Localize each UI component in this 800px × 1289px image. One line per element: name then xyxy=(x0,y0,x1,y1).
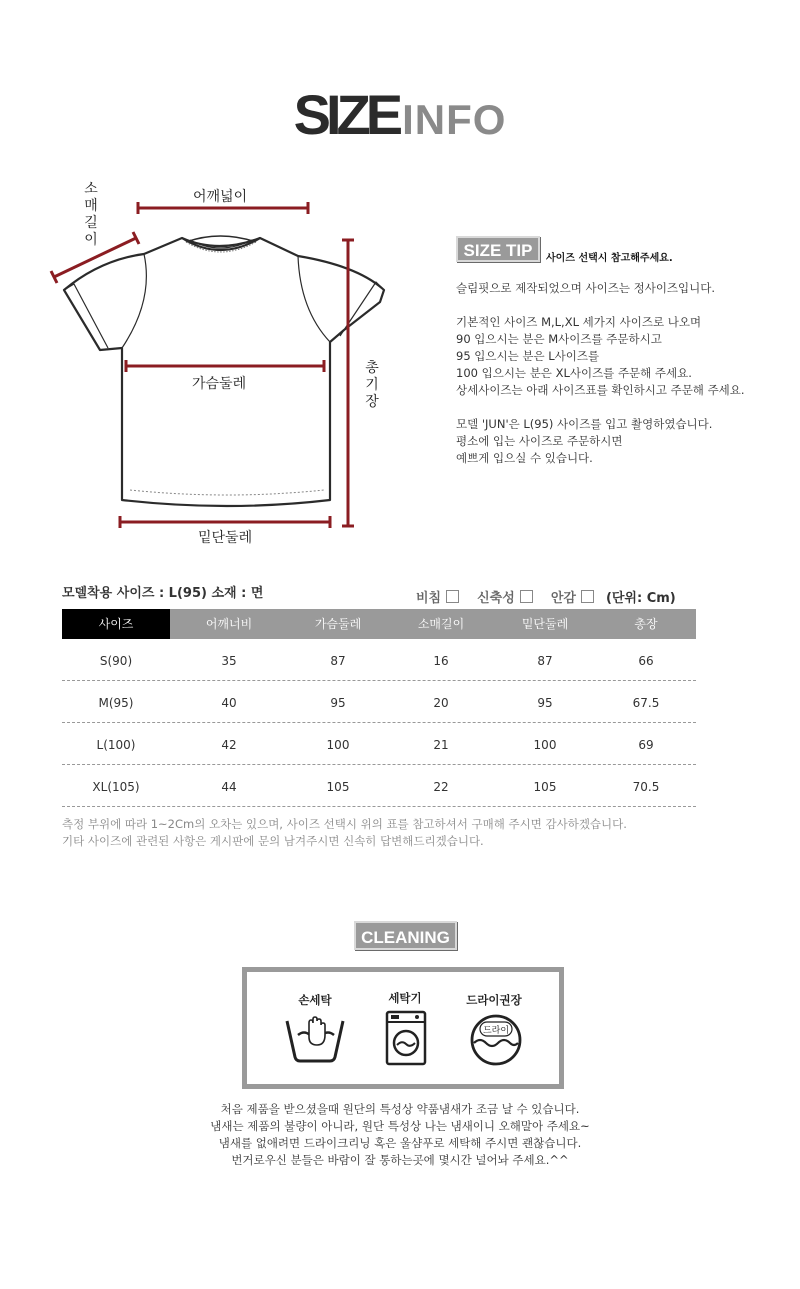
cell-hem: 87 xyxy=(537,654,553,668)
stretch-checkbox xyxy=(520,590,533,603)
tip-line: 예쁘게 입으실 수 있습니다. xyxy=(456,451,593,465)
cleaning-line: 냄새를 없애려면 드라이크리닝 혹은 울샴푸로 세탁해 주시면 괜찮습니다. xyxy=(218,1136,582,1150)
tip-line: 90 입으시는 분은 M사이즈를 주문하시고 xyxy=(456,332,662,346)
stretch-label: 신축성 xyxy=(477,591,515,606)
hand-wash-label: 손세탁 xyxy=(298,993,332,1007)
total-length-label xyxy=(364,360,380,411)
table-row xyxy=(62,724,696,765)
tip-line: 슬림핏으로 제작되었으며 사이즈는 정사이즈입니다. xyxy=(456,281,716,295)
cell-shoulder: 44 xyxy=(221,780,237,794)
length-label-char: 장 xyxy=(365,394,379,410)
size-tip-note: 사이즈 선택시 참고해주세요. xyxy=(546,253,673,264)
header-length: 총장 xyxy=(634,617,658,631)
header-size: 사이즈 xyxy=(62,609,170,639)
hem-label: 밑단둘레 xyxy=(198,530,253,546)
cell-chest: 100 xyxy=(326,738,350,752)
cell-chest: 105 xyxy=(326,780,350,794)
washing-machine-icon xyxy=(385,1010,427,1066)
cell-hem: 100 xyxy=(533,738,557,752)
cell-length: 66 xyxy=(638,654,654,668)
tip-line: 평소에 입는 사이즈로 주문하시면 xyxy=(456,434,623,448)
size-tip-badge: SIZE TIP xyxy=(456,236,540,262)
sleeve-label-char: 이 xyxy=(84,232,98,248)
table-row xyxy=(62,640,696,681)
size-table xyxy=(62,609,696,807)
tip-line xyxy=(456,297,786,314)
see-through-label: 비침 xyxy=(416,591,442,606)
left-armhole xyxy=(122,254,146,348)
cell-size: L(100) xyxy=(96,738,136,752)
title-size: SIZE xyxy=(293,83,399,146)
table-row xyxy=(62,766,696,807)
size-tip-text xyxy=(456,280,786,467)
cell-sleeve: 20 xyxy=(433,696,449,710)
see-through-checkbox xyxy=(446,590,459,603)
cell-shoulder: 40 xyxy=(221,696,237,710)
right-armhole xyxy=(298,256,330,342)
cleaning-line: 처음 제품을 받으셨을때 원단의 특성상 약품냄새가 조금 날 수 있습니다. xyxy=(220,1102,580,1116)
sleeve-label-char: 매 xyxy=(84,198,98,214)
cell-hem: 95 xyxy=(537,696,553,710)
tip-line: 100 입으시는 분은 XL사이즈를 주문해 주세요. xyxy=(456,366,692,380)
table-row xyxy=(62,682,696,723)
header-shoulder: 어깨너비 xyxy=(205,617,253,631)
sleeve-label-char: 소 xyxy=(84,181,98,197)
cell-size: M(95) xyxy=(98,696,134,710)
cell-length: 67.5 xyxy=(632,696,660,710)
unit-label: (단위: Cm) xyxy=(605,591,676,606)
dry-clean-icon-text: 드라이 xyxy=(482,1026,510,1036)
note-line: 기타 사이즈에 관련된 사항은 게시판에 문의 남겨주시면 신속히 답변해드리겠습니다. xyxy=(62,834,484,848)
header-chest: 가슴둘레 xyxy=(314,617,362,631)
cell-sleeve: 22 xyxy=(433,780,449,794)
hem-stitch xyxy=(130,490,324,495)
cell-shoulder: 42 xyxy=(221,738,237,752)
cell-size: S(90) xyxy=(99,654,133,668)
tip-line: 기본적인 사이즈 M,L,XL 세가지 사이즈로 나오며 xyxy=(456,315,702,329)
size-notes xyxy=(62,816,627,850)
cell-hem: 105 xyxy=(533,780,557,794)
cell-chest: 95 xyxy=(330,696,346,710)
left-cuff xyxy=(64,284,108,348)
cleaning-line: 번거로우신 분들은 바람이 잘 통하는곳에 몇시간 널어놔 주세요.^^ xyxy=(231,1153,569,1167)
cleaning-text xyxy=(0,1101,800,1169)
tip-line: 모델 'JUN'은 L(95) 사이즈를 입고 촬영하였습니다. xyxy=(456,417,713,431)
table-header xyxy=(62,609,696,639)
tip-line: 상세사이즈는 아래 사이즈표를 확인하시고 주문해 주세요. xyxy=(456,383,745,397)
length-label-char: 기 xyxy=(365,377,379,393)
chest-label: 가슴둘레 xyxy=(192,376,247,392)
length-label-char: 총 xyxy=(365,360,379,376)
page-title xyxy=(0,82,800,147)
cell-size: XL(105) xyxy=(92,780,140,794)
header-sleeve: 소매길이 xyxy=(417,617,465,631)
lining-checkbox xyxy=(581,590,594,603)
lining-label: 안감 xyxy=(550,591,576,606)
sleeve-length-label xyxy=(83,181,99,249)
shoulder-width-label: 어깨넓이 xyxy=(193,189,248,205)
header-hem: 밑단둘레 xyxy=(521,617,569,631)
hand-wash-icon xyxy=(284,1015,346,1065)
cell-sleeve: 16 xyxy=(433,654,449,668)
tip-line: 95 입으시는 분은 L사이즈를 xyxy=(456,349,600,363)
washing-machine-label: 세탁기 xyxy=(388,991,422,1005)
shirt-outline xyxy=(64,238,384,506)
sleeve-label-char: 길 xyxy=(84,215,98,231)
dry-clean-icon xyxy=(468,1012,524,1068)
cell-length: 70.5 xyxy=(632,780,660,794)
cell-chest: 87 xyxy=(330,654,346,668)
dry-clean-label: 드라이권장 xyxy=(466,993,522,1007)
fabric-checks xyxy=(416,587,676,606)
tip-line xyxy=(456,399,786,416)
model-size-info: 모델착용 사이즈 : L(95) 소재 : 면 xyxy=(62,586,264,601)
cleaning-line: 냄새는 제품의 불량이 아니라, 원단 특성상 나는 냄새이니 오해말아 주세요~ xyxy=(210,1119,590,1133)
note-line: 측정 부위에 따라 1~2Cm의 오차는 있으며, 사이즈 선택시 위의 표를 참고하셔서 구매해 주시면 감사하겠습니다. xyxy=(62,817,627,831)
title-info: INFO xyxy=(402,96,507,143)
cell-shoulder: 35 xyxy=(221,654,237,668)
cell-length: 69 xyxy=(638,738,654,752)
cell-sleeve: 21 xyxy=(433,738,449,752)
cleaning-badge: CLEANING xyxy=(354,921,457,950)
